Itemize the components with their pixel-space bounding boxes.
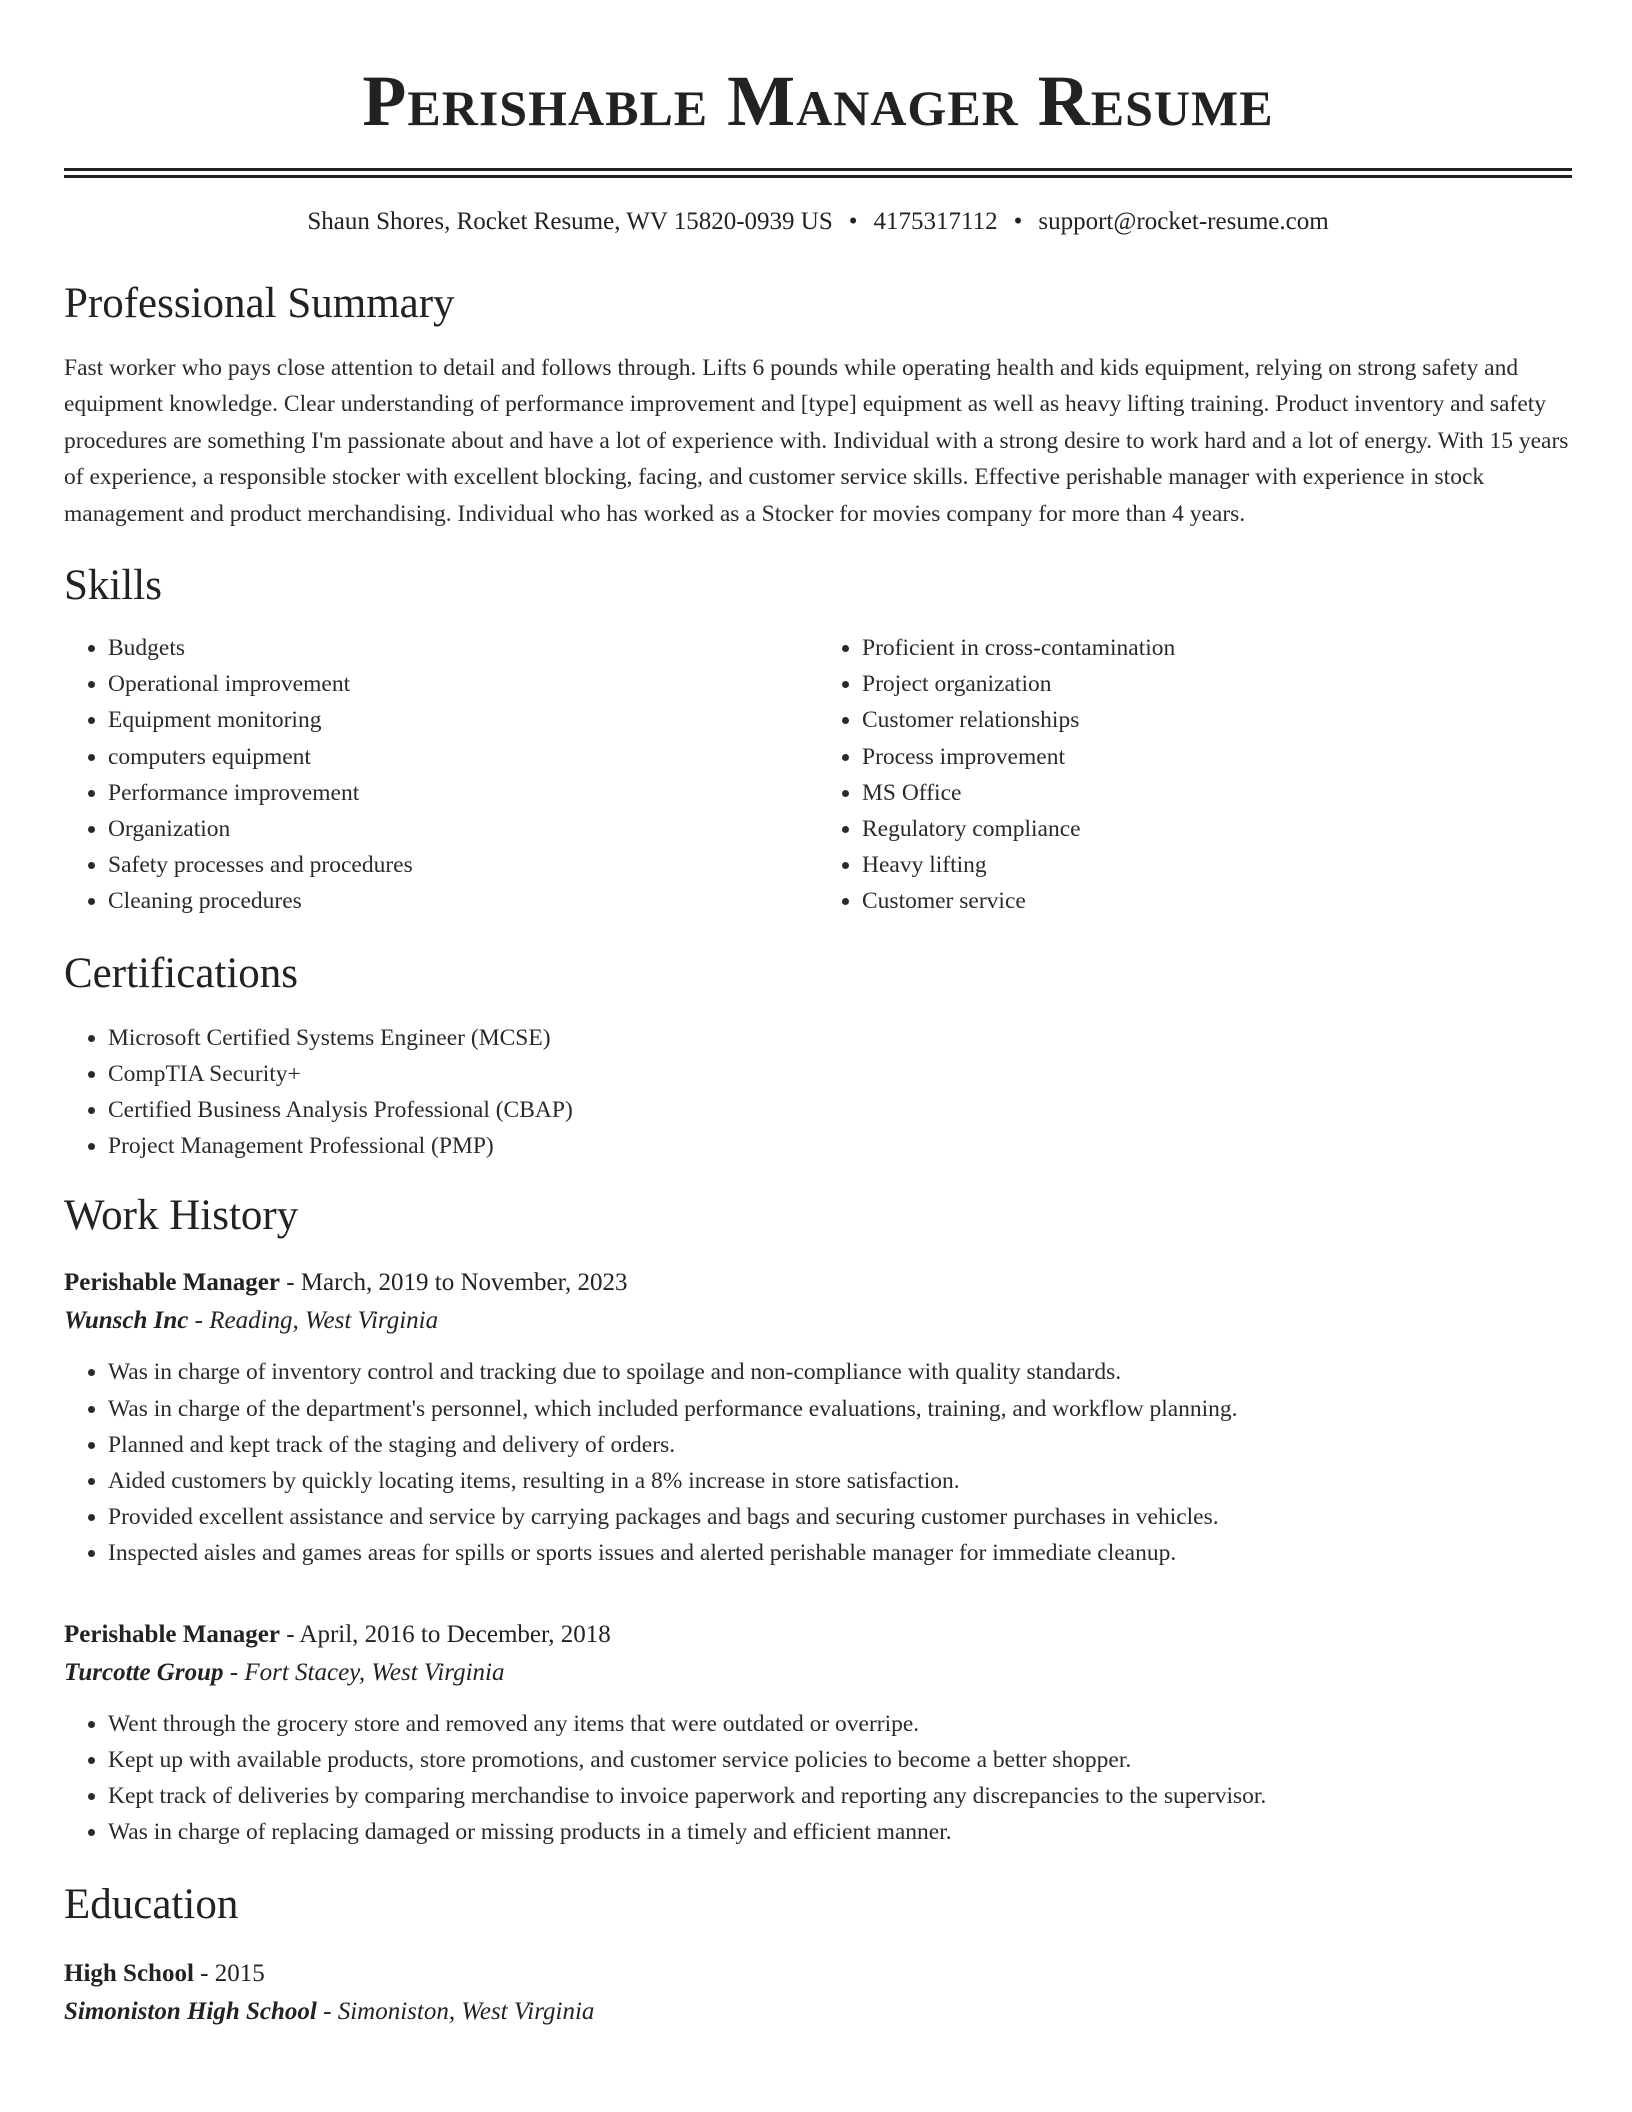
job-duty: • Provided excellent assistance and service by carrying packages and bags and securing customer purchases in vehicles. — [108, 1499, 1572, 1535]
education-heading: Education — [64, 1880, 239, 1928]
job-company-line — [64, 1654, 1572, 1692]
job-company: Turcotte Group — [64, 1658, 224, 1686]
work-history-heading: Work History — [64, 1192, 299, 1240]
job-duty: • Was in charge of the department's personnel, which included performance evaluations, training, and workflow planning. — [108, 1391, 1572, 1427]
skills-column-left — [64, 630, 818, 920]
job-duty: • Planned and kept track of the staging and delivery of orders. — [108, 1427, 1572, 1463]
certification-item: • CompTIA Security+ — [108, 1056, 1572, 1092]
skill-item: • Equipment monitoring — [108, 702, 818, 738]
skill-item: • MS Office — [862, 775, 1572, 811]
certification-item: • Project Management Professional (PMP) — [108, 1128, 1572, 1164]
skill-item: • Organization — [108, 811, 818, 847]
contact-separator: • — [1013, 208, 1023, 235]
resume-title: Perishable Manager Resume — [362, 61, 1274, 141]
education-school: Simoniston High School — [64, 1997, 317, 2025]
skill-item: • Operational improvement — [108, 666, 818, 702]
education-school-line — [64, 1993, 1572, 2031]
skill-item: • Heavy lifting — [862, 847, 1572, 883]
job-duty: • Kept track of deliveries by comparing merchandise to invoice paperwork and reporting any discrepancies to the supervisor. — [108, 1778, 1572, 1814]
skills-list-left — [64, 630, 818, 920]
job-title: Perishable Manager — [64, 1269, 280, 1297]
certification-item: • Certified Business Analysis Professional (CBAP) — [108, 1092, 1572, 1128]
job-duty: • Was in charge of replacing damaged or missing products in a timely and efficient manner. — [108, 1814, 1572, 1850]
job-entry — [64, 1616, 1572, 1851]
contact-phone: 4175317112 — [873, 208, 998, 235]
job-duty: • Was in charge of inventory control and tracking due to spoilage and non-compliance with quality standards. — [108, 1354, 1572, 1390]
education-degree: High School — [64, 1959, 194, 1987]
resume-page — [64, 0, 1572, 2031]
job-title: Perishable Manager — [64, 1620, 280, 1648]
skill-item: • Performance improvement — [108, 775, 818, 811]
contact-line — [64, 206, 1572, 238]
certifications-heading: Certifications — [64, 949, 299, 997]
job-location: - Fort Stacey, West Virginia — [223, 1658, 505, 1686]
skill-item: • Budgets — [108, 630, 818, 666]
education-degree-line — [64, 1955, 1572, 1993]
job-duty: • Went through the grocery store and removed any items that were outdated or overripe. — [108, 1706, 1572, 1742]
skills-column-right — [818, 630, 1572, 920]
job-company: Wunsch Inc — [64, 1307, 189, 1335]
skill-item: • Customer relationships — [862, 702, 1572, 738]
summary-text: Fast worker who pays close attention to detail and follows through. Lifts 6 pounds while operating health and kids equipment, relying on strong safety and equipment knowledge. Clear understanding of performance improvement and [type] equipment as well as heavy lifting training. Product inventory and safety procedures are something I'm passionate about and have a lot of experience with. Individual with a strong desire to work hard and a lot of energy. With 15 years of experience, a responsible stocker with excellent blocking, facing, and customer service skills. Effective perishable manager with experience in stock management and product merchandising. Individual who has worked as a Stocker for movies company for more than 4 years. — [64, 355, 1569, 527]
job-duties-list — [64, 1354, 1572, 1571]
skills-heading: Skills — [64, 562, 162, 610]
job-dates: - April, 2016 to December, 2018 — [279, 1620, 611, 1648]
job-duty: • Aided customers by quickly locating items, resulting in a 8% increase in store satisfaction. — [108, 1463, 1572, 1499]
skill-item: • computers equipment — [108, 739, 818, 775]
contact-email: support@rocket-resume.com — [1038, 208, 1329, 235]
education-location: - Simoniston, West Virginia — [316, 1997, 595, 2025]
skills-grid — [64, 630, 1572, 920]
skill-item: • Project organization — [862, 666, 1572, 702]
skills-list-right — [818, 630, 1572, 920]
job-title-line — [64, 1264, 1572, 1302]
summary-heading: Professional Summary — [64, 280, 455, 327]
contact-address: Shaun Shores, Rocket Resume, WV 15820-0939 US — [307, 208, 833, 235]
job-company-line — [64, 1302, 1572, 1340]
skill-item: • Safety processes and procedures — [108, 847, 818, 883]
job-duty: • Kept up with available products, store promotions, and customer service policies to become a better shopper. — [108, 1742, 1572, 1778]
job-dates: - March, 2019 to November, 2023 — [279, 1269, 628, 1297]
education-year: - 2015 — [193, 1959, 265, 1987]
job-location: - Reading, West Virginia — [188, 1307, 439, 1335]
skill-item: • Proficient in cross-contamination — [862, 630, 1572, 666]
certifications-list — [64, 1020, 1572, 1165]
certification-item: • Microsoft Certified Systems Engineer (MCSE) — [108, 1020, 1572, 1056]
contact-separator: • — [848, 208, 858, 235]
skill-item: • Regulatory compliance — [862, 811, 1572, 847]
title-divider — [64, 168, 1572, 178]
job-duties-list — [64, 1706, 1572, 1851]
job-entry — [64, 1264, 1572, 1571]
skill-item: • Cleaning procedures — [108, 883, 818, 919]
job-duty: • Inspected aisles and games areas for spills or sports issues and alerted perishable manager for immediate cleanup. — [108, 1535, 1572, 1571]
job-title-line — [64, 1616, 1572, 1654]
skill-item: • Customer service — [862, 883, 1572, 919]
skill-item: • Process improvement — [862, 739, 1572, 775]
